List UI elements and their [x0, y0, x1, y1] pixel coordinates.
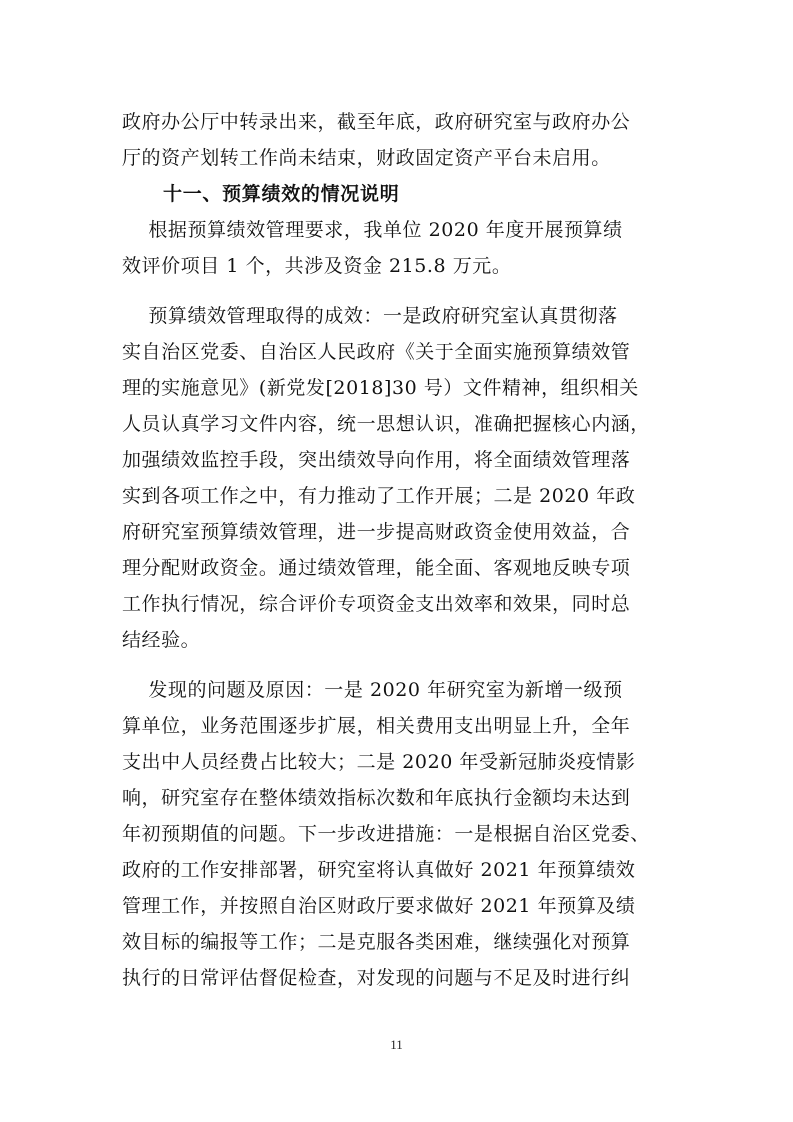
text-line: 管理工作，并按照自治区财政厅要求做好 2021 年预算及绩	[122, 895, 636, 917]
intro-paragraph	[122, 104, 682, 176]
text-line: 发现的问题及原因：一是 2020 年研究室为新增一级预	[122, 679, 623, 701]
text-line: 理的实施意见》(新党发[2018]30 号）文件精神，组织相关	[122, 377, 639, 399]
paragraph-problems-and-measures	[122, 672, 682, 996]
paragraph-gap	[122, 284, 682, 298]
document-body	[122, 104, 682, 996]
text-line: 实自治区党委、自治区人民政府《关于全面实施预算绩效管	[122, 341, 631, 363]
page-number: 11	[390, 1037, 403, 1052]
text-line: 年初预期值的问题。下一步改进措施：一是根据自治区党委、	[122, 823, 650, 845]
text-line: 效目标的编报等工作；二是克服各类困难，继续强化对预算	[122, 931, 631, 953]
text-line: 预算绩效管理取得的成效：一是政府研究室认真贯彻落	[122, 305, 618, 327]
text-line: 效评价项目 1 个，共涉及资金 215.8 万元。	[122, 255, 512, 277]
paragraph-achievements	[122, 298, 682, 658]
paragraph-budget-requirements	[122, 212, 682, 284]
text-line: 理分配财政资金。通过绩效管理，能全面、客观地反映专项	[122, 557, 631, 579]
text-line: 执行的日常评估督促检查，对发现的问题与不足及时进行纠	[122, 967, 631, 989]
text-line: 实到各项工作之中，有力推动了工作开展；二是 2020 年政	[122, 485, 636, 507]
text-line: 结经验。	[122, 629, 201, 651]
text-line: 政府办公厅中转录出来，截至年底，政府研究室与政府办公	[122, 111, 631, 133]
text-line: 工作执行情况，综合评价专项资金支出效率和效果，同时总	[122, 593, 631, 615]
text-line: 政府的工作安排部署，研究室将认真做好 2021 年预算绩效	[122, 859, 636, 881]
paragraph-gap	[122, 658, 682, 672]
text-line: 根据预算绩效管理要求，我单位 2020 年度开展预算绩	[122, 219, 623, 241]
text-line: 府研究室预算绩效管理，进一步提高财政资金使用效益，合	[122, 521, 631, 543]
text-line: 支出中人员经费占比较大；二是 2020 年受新冠肺炎疫情影	[122, 751, 636, 773]
text-line: 加强绩效监控手段，突出绩效导向作用，将全面绩效管理落	[122, 449, 631, 471]
text-line: 响，研究室存在整体绩效指标次数和年底执行金额均未达到	[122, 787, 631, 809]
text-line: 算单位，业务范围逐步扩展，相关费用支出明显上升，全年	[122, 715, 631, 737]
section-heading: 十一、预算绩效的情况说明	[163, 183, 400, 205]
text-line: 厅的资产划转工作尚未结束，财政固定资产平台未启用。	[122, 147, 611, 169]
text-line: 人员认真学习文件内容，统一思想认识，准确把握核心内涵，	[122, 413, 650, 435]
